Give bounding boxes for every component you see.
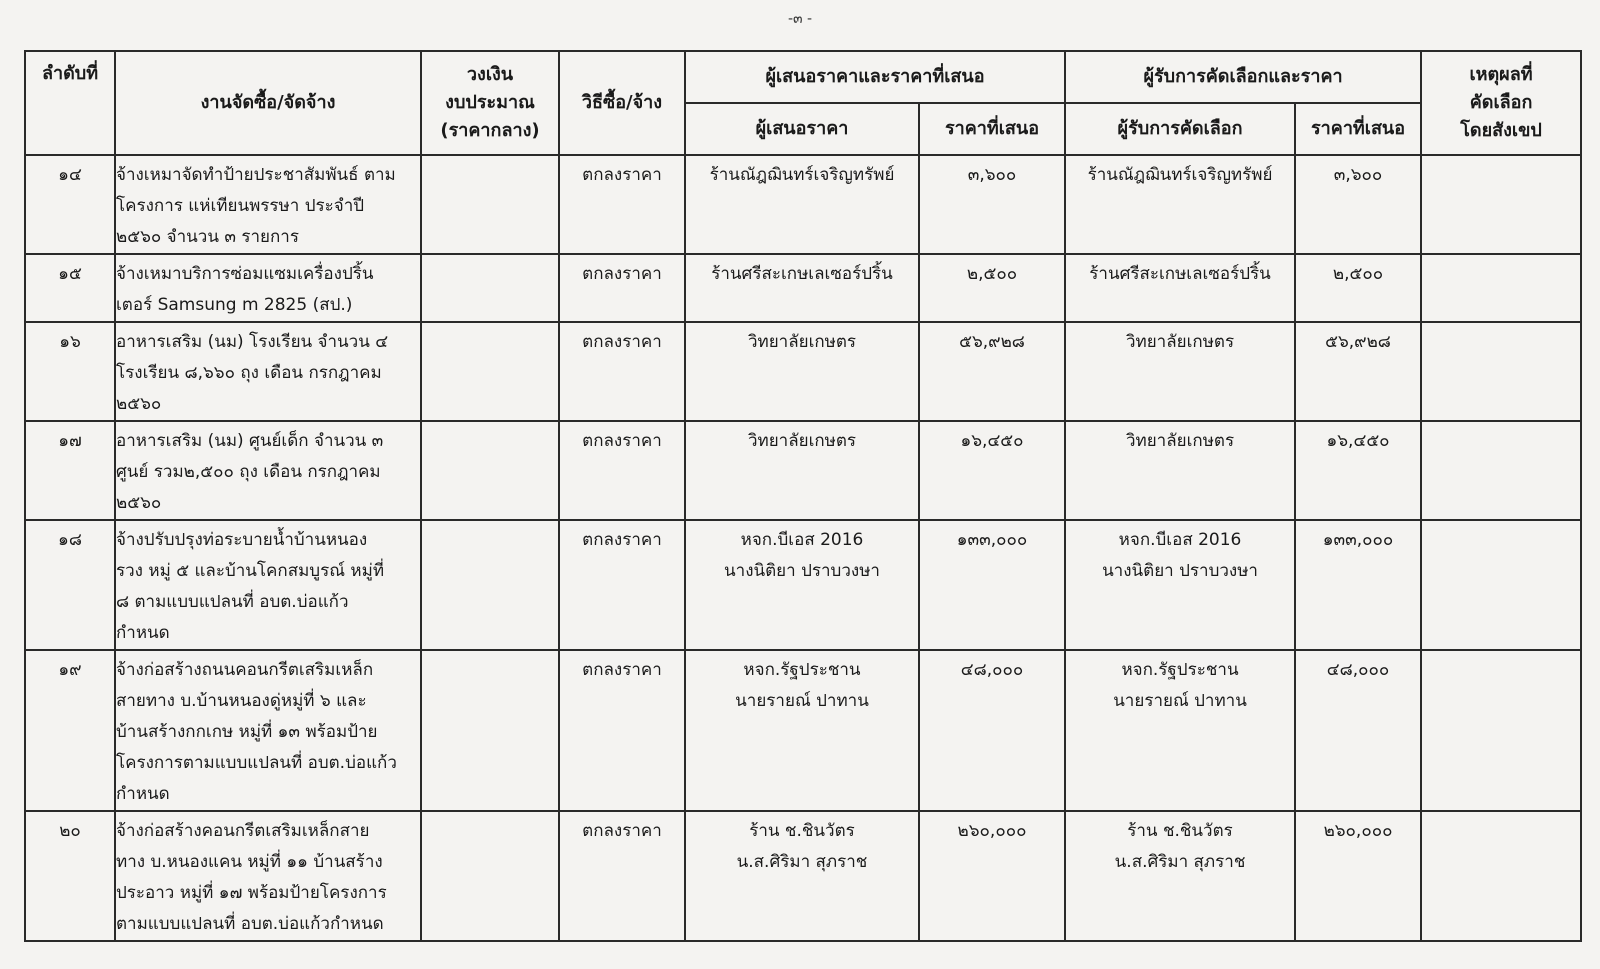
reason-cell xyxy=(1421,650,1581,811)
table-header xyxy=(25,51,1581,155)
budget-cell xyxy=(421,650,559,811)
method-cell: ตกลงราคา xyxy=(559,254,685,322)
row-number: ๑๙ xyxy=(25,650,115,811)
procurement-item-line: กำหนด xyxy=(116,784,170,804)
row-number: ๒๐ xyxy=(25,811,115,941)
bid-price-cell: ๓,๖๐๐ xyxy=(919,155,1065,254)
page-number: -๓ - xyxy=(787,11,813,27)
selected-cell-line: ร้าน ช.ชินวัตร xyxy=(1127,821,1233,841)
header-bid-price: ราคาที่เสนอ xyxy=(919,103,1065,155)
bid-price-cell: ๑๓๓,๐๐๐ xyxy=(919,520,1065,650)
procurement-item-line: ทาง บ.หนองแคน หมู่ที่ ๑๑ บ้านสร้าง xyxy=(116,852,383,872)
selected-cell-line: วิทยาลัยเกษตร xyxy=(1125,431,1235,451)
procurement-item-line: จ้างเหมาจัดทำป้ายประชาสัมพันธ์ ตาม xyxy=(116,165,396,185)
budget-cell xyxy=(421,254,559,322)
bidder-cell-line: ร้าน ช.ชินวัตร xyxy=(749,821,855,841)
table-row xyxy=(25,650,1581,811)
selected-cell-line: นายรายณ์ ปาทาน xyxy=(1113,691,1247,711)
header-reason: เหตุผลที่ คัดเลือก โดยสังเขป xyxy=(1421,51,1581,155)
procurement-item-line: โครงการตามแบบแปลนที่ อบต.บ่อแก้ว xyxy=(116,753,397,773)
procurement-item-line: เตอร์ Samsung m 2825 (สป.) xyxy=(116,295,353,315)
reason-cell xyxy=(1421,254,1581,322)
header-method: วิธีซื้อ/จ้าง xyxy=(559,51,685,155)
reason-cell xyxy=(1421,421,1581,520)
bidder-cell xyxy=(685,254,919,322)
procurement-item-line: บ้านสร้างกกเกษ หมู่ที่ ๑๓ พร้อมป้าย xyxy=(116,722,378,742)
procurement-item xyxy=(115,322,421,421)
bidder-cell-line: วิทยาลัยเกษตร xyxy=(747,431,857,451)
procurement-item-line: อาหารเสริม (นม) โรงเรียน จำนวน ๔ xyxy=(116,332,389,352)
procurement-item-line: ตามแบบแปลนที่ อบต.บ่อแก้วกำหนด xyxy=(116,914,384,934)
bid-price-cell: ๒๖๐,๐๐๐ xyxy=(919,811,1065,941)
selected-cell-line: ร้านณัฎฌินทร์เจริญทรัพย์ xyxy=(1087,165,1273,185)
row-number: ๑๗ xyxy=(25,421,115,520)
procurement-item xyxy=(115,650,421,811)
selected-price-cell: ๕๖,๙๒๘ xyxy=(1295,322,1421,421)
table-row xyxy=(25,254,1581,322)
reason-cell xyxy=(1421,322,1581,421)
method-cell: ตกลงราคา xyxy=(559,811,685,941)
table-row xyxy=(25,811,1581,941)
selected-price-cell: ๑๖,๔๕๐ xyxy=(1295,421,1421,520)
bidder-cell xyxy=(685,421,919,520)
selected-price-cell: ๒๖๐,๐๐๐ xyxy=(1295,811,1421,941)
selected-cell-line: ร้านศรีสะเกษเลเซอร์ปริ้น xyxy=(1089,264,1271,284)
table-body xyxy=(25,155,1581,941)
method-cell: ตกลงราคา xyxy=(559,650,685,811)
selected-price-cell: ๑๓๓,๐๐๐ xyxy=(1295,520,1421,650)
header-selected: ผู้รับการคัดเลือก xyxy=(1065,103,1295,155)
header-no: ลำดับที่ xyxy=(25,51,115,155)
procurement-item-line: อาหารเสริม (นม) ศูนย์เด็ก จำนวน ๓ xyxy=(116,431,384,451)
bidder-cell-line: หจก.บีเอส 2016 xyxy=(740,530,864,550)
selected-cell xyxy=(1065,811,1295,941)
bid-price-cell: ๑๖,๔๕๐ xyxy=(919,421,1065,520)
selected-cell xyxy=(1065,322,1295,421)
budget-cell xyxy=(421,520,559,650)
procurement-item-line: โรงเรียน ๘,๖๖๐ ถุง เดือน กรกฎาคม xyxy=(116,363,382,383)
reason-cell xyxy=(1421,811,1581,941)
selected-price-cell: ๔๘,๐๐๐ xyxy=(1295,650,1421,811)
bid-price-cell: ๔๘,๐๐๐ xyxy=(919,650,1065,811)
header-selected-price: ราคาที่เสนอ xyxy=(1295,103,1421,155)
procurement-item-line: ๒๕๖๐ xyxy=(116,394,162,414)
bidder-cell-line: นางนิติยา ปราบวงษา xyxy=(724,561,880,581)
budget-cell xyxy=(421,811,559,941)
procurement-item-line: สายทาง บ.บ้านหนองดู่หมู่ที่ ๖ และ xyxy=(116,691,367,711)
bidder-cell xyxy=(685,520,919,650)
selected-price-cell: ๒,๕๐๐ xyxy=(1295,254,1421,322)
procurement-item-line: จ้างก่อสร้างคอนกรีตเสริมเหล็กสาย xyxy=(116,821,370,841)
header-bidders-group: ผู้เสนอราคาและราคาที่เสนอ xyxy=(685,51,1065,103)
bidder-cell-line: วิทยาลัยเกษตร xyxy=(747,332,857,352)
selected-cell xyxy=(1065,520,1295,650)
method-cell: ตกลงราคา xyxy=(559,520,685,650)
selected-cell xyxy=(1065,254,1295,322)
selected-cell-line: หจก.รัฐประชาน xyxy=(1121,660,1239,680)
selected-cell-line: น.ส.ศิริมา สุภราช xyxy=(1114,852,1246,872)
table-row xyxy=(25,520,1581,650)
header-budget: วงเงิน งบประมาณ (ราคากลาง) xyxy=(421,51,559,155)
procurement-item xyxy=(115,520,421,650)
method-cell: ตกลงราคา xyxy=(559,322,685,421)
selected-price-cell: ๓,๖๐๐ xyxy=(1295,155,1421,254)
procurement-item-line: จ้างก่อสร้างถนนคอนกรีตเสริมเหล็ก xyxy=(116,660,374,680)
bidder-cell-line: น.ส.ศิริมา สุภราช xyxy=(736,852,868,872)
bid-price-cell: ๒,๕๐๐ xyxy=(919,254,1065,322)
procurement-item xyxy=(115,254,421,322)
selected-cell xyxy=(1065,155,1295,254)
header-item: งานจัดซื้อ/จัดจ้าง xyxy=(115,51,421,155)
row-number: ๑๔ xyxy=(25,155,115,254)
bidder-cell-line: ร้านศรีสะเกษเลเซอร์ปริ้น xyxy=(711,264,893,284)
table-row xyxy=(25,421,1581,520)
procurement-item xyxy=(115,421,421,520)
budget-cell xyxy=(421,322,559,421)
procurement-item-line: ๒๕๖๐ จำนวน ๓ รายการ xyxy=(116,227,299,247)
reason-cell xyxy=(1421,520,1581,650)
procurement-item xyxy=(115,155,421,254)
procurement-item-line: จ้างเหมาบริการซ่อมแซมเครื่องปริ้น xyxy=(116,264,374,284)
bidder-cell xyxy=(685,155,919,254)
budget-cell xyxy=(421,421,559,520)
header-bidder: ผู้เสนอราคา xyxy=(685,103,919,155)
method-cell: ตกลงราคา xyxy=(559,421,685,520)
bidder-cell-line: หจก.รัฐประชาน xyxy=(743,660,861,680)
table-row xyxy=(25,322,1581,421)
bidder-cell xyxy=(685,650,919,811)
procurement-item xyxy=(115,811,421,941)
row-number: ๑๕ xyxy=(25,254,115,322)
selected-cell-line: หจก.บีเอส 2016 xyxy=(1118,530,1242,550)
procurement-item-line: รวง หมู่ ๕ และบ้านโคกสมบูรณ์ หมู่ที่ xyxy=(116,561,385,581)
method-cell: ตกลงราคา xyxy=(559,155,685,254)
procurement-item-line: ศูนย์ รวม๒,๕๐๐ ถุง เดือน กรกฎาคม xyxy=(116,462,381,482)
procurement-item-line: ประอาว หมู่ที่ ๑๗ พร้อมป้ายโครงการ xyxy=(116,883,387,903)
budget-cell xyxy=(421,155,559,254)
selected-cell-line: นางนิติยา ปราบวงษา xyxy=(1102,561,1258,581)
reason-cell xyxy=(1421,155,1581,254)
row-number: ๑๘ xyxy=(25,520,115,650)
procurement-table xyxy=(24,50,1582,942)
bidder-cell-line: นายรายณ์ ปาทาน xyxy=(735,691,869,711)
row-number: ๑๖ xyxy=(25,322,115,421)
procurement-item-line: โครงการ แห่เทียนพรรษา ประจำปี xyxy=(116,196,365,216)
procurement-item-line: ๒๕๖๐ xyxy=(116,493,162,513)
bidder-cell xyxy=(685,322,919,421)
procurement-item-line: จ้างปรับปรุงท่อระบายน้ำบ้านหนอง xyxy=(116,530,368,550)
bidder-cell xyxy=(685,811,919,941)
selected-cell-line: วิทยาลัยเกษตร xyxy=(1125,332,1235,352)
table-row xyxy=(25,155,1581,254)
bid-price-cell: ๕๖,๙๒๘ xyxy=(919,322,1065,421)
selected-cell xyxy=(1065,421,1295,520)
header-selected-group: ผู้รับการคัดเลือกและราคา xyxy=(1065,51,1421,103)
procurement-item-line: กำหนด xyxy=(116,623,170,643)
selected-cell xyxy=(1065,650,1295,811)
procurement-item-line: ๘ ตามแบบแปลนที่ อบต.บ่อแก้ว xyxy=(116,592,349,612)
bidder-cell-line: ร้านณัฎฌินทร์เจริญทรัพย์ xyxy=(709,165,895,185)
